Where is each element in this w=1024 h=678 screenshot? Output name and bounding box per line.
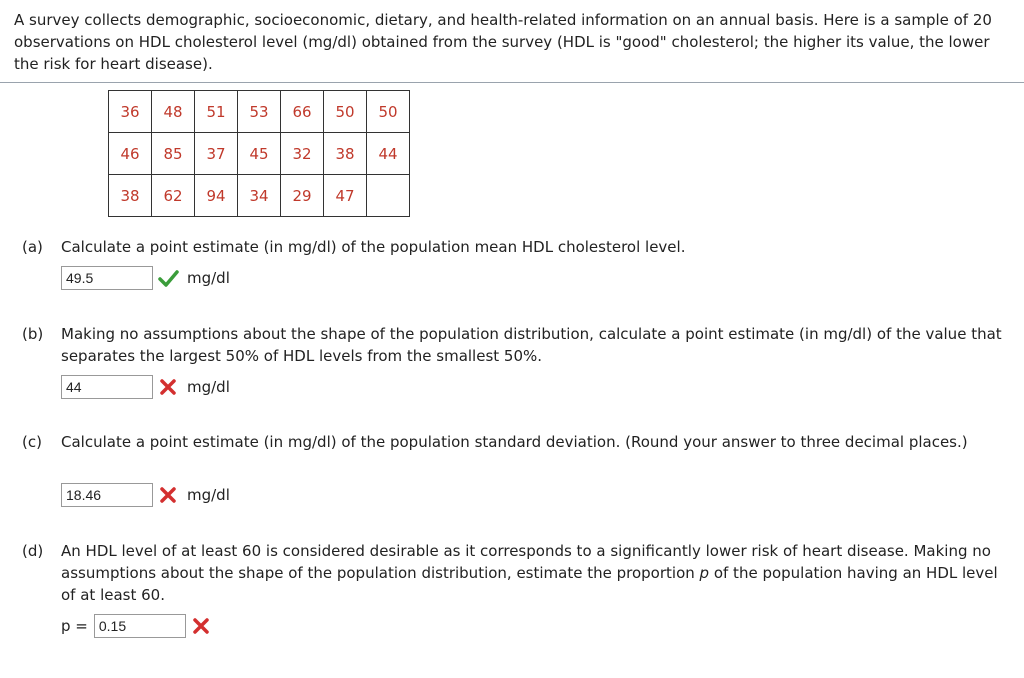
question-text: Calculate a point estimate (in mg/dl) of the population mean HDL cholesterol level. — [61, 238, 686, 256]
table-cell — [367, 175, 410, 217]
table-cell: 94 — [195, 175, 238, 217]
answer-c — [61, 483, 230, 507]
table-cell: 29 — [281, 175, 324, 217]
p-equals-label: p = — [61, 617, 88, 635]
question-c — [22, 431, 1012, 453]
answer-d — [61, 614, 212, 638]
question-text-part: of the population having an HDL level of at least 60. — [61, 564, 998, 604]
cross-icon — [190, 615, 212, 637]
question-d — [22, 540, 1012, 606]
answer-b-input[interactable] — [61, 375, 153, 399]
question-text — [61, 540, 1012, 606]
table-cell: 50 — [367, 91, 410, 133]
table-cell: 46 — [109, 133, 152, 175]
table-cell: 45 — [238, 133, 281, 175]
cross-icon — [157, 484, 179, 506]
question-label: (d) — [22, 542, 44, 560]
hdl-data-table — [108, 90, 410, 217]
table-cell: 37 — [195, 133, 238, 175]
table-cell: 32 — [281, 133, 324, 175]
table-row — [109, 133, 410, 175]
divider — [0, 82, 1024, 83]
table-row — [109, 91, 410, 133]
table-cell: 50 — [324, 91, 367, 133]
table-cell: 51 — [195, 91, 238, 133]
table-cell: 53 — [238, 91, 281, 133]
question-text: Making no assumptions about the shape of the population distribution, calculate a point estimate (in mg/dl) of the value that separates the largest 50% of HDL levels from the smallest 50%. — [61, 325, 1002, 365]
question-label: (b) — [22, 325, 44, 343]
unit-label: mg/dl — [187, 269, 230, 287]
question-a — [22, 236, 1012, 258]
problem-intro: A survey collects demographic, socioeconomic, dietary, and health-related information on an annual basis. Here is a sample of 20 observations on HDL cholesterol level (mg/dl) obtained from the survey (HDL is "good" cholesterol; the higher its value, the lower the risk for heart disease). — [14, 11, 992, 73]
answer-c-input[interactable] — [61, 483, 153, 507]
question-label: (a) — [22, 238, 43, 256]
question-text-part: An HDL level of at least 60 is considered desirable as it corresponds to a significantly lower risk of heart disease. Making no assumptions about the shape of the population distribution, estimate the proportion — [61, 542, 991, 582]
table-cell: 85 — [152, 133, 195, 175]
table-cell: 48 — [152, 91, 195, 133]
table-cell: 66 — [281, 91, 324, 133]
table-cell: 47 — [324, 175, 367, 217]
variable-p: p — [699, 564, 710, 582]
answer-d-input[interactable] — [94, 614, 186, 638]
unit-label: mg/dl — [187, 486, 230, 504]
answer-a-input[interactable] — [61, 266, 153, 290]
checkmark-icon — [157, 267, 179, 289]
answer-b — [61, 375, 230, 399]
question-label: (c) — [22, 433, 42, 451]
cross-icon — [157, 376, 179, 398]
answer-a — [61, 266, 230, 290]
table-cell: 38 — [109, 175, 152, 217]
table-cell: 36 — [109, 91, 152, 133]
table-row — [109, 175, 410, 217]
question-text: Calculate a point estimate (in mg/dl) of the population standard deviation. (Round your answer to three decimal places.) — [61, 433, 968, 451]
table-cell: 44 — [367, 133, 410, 175]
unit-label: mg/dl — [187, 378, 230, 396]
table-cell: 38 — [324, 133, 367, 175]
table-cell: 34 — [238, 175, 281, 217]
question-b — [22, 323, 1012, 367]
table-cell: 62 — [152, 175, 195, 217]
